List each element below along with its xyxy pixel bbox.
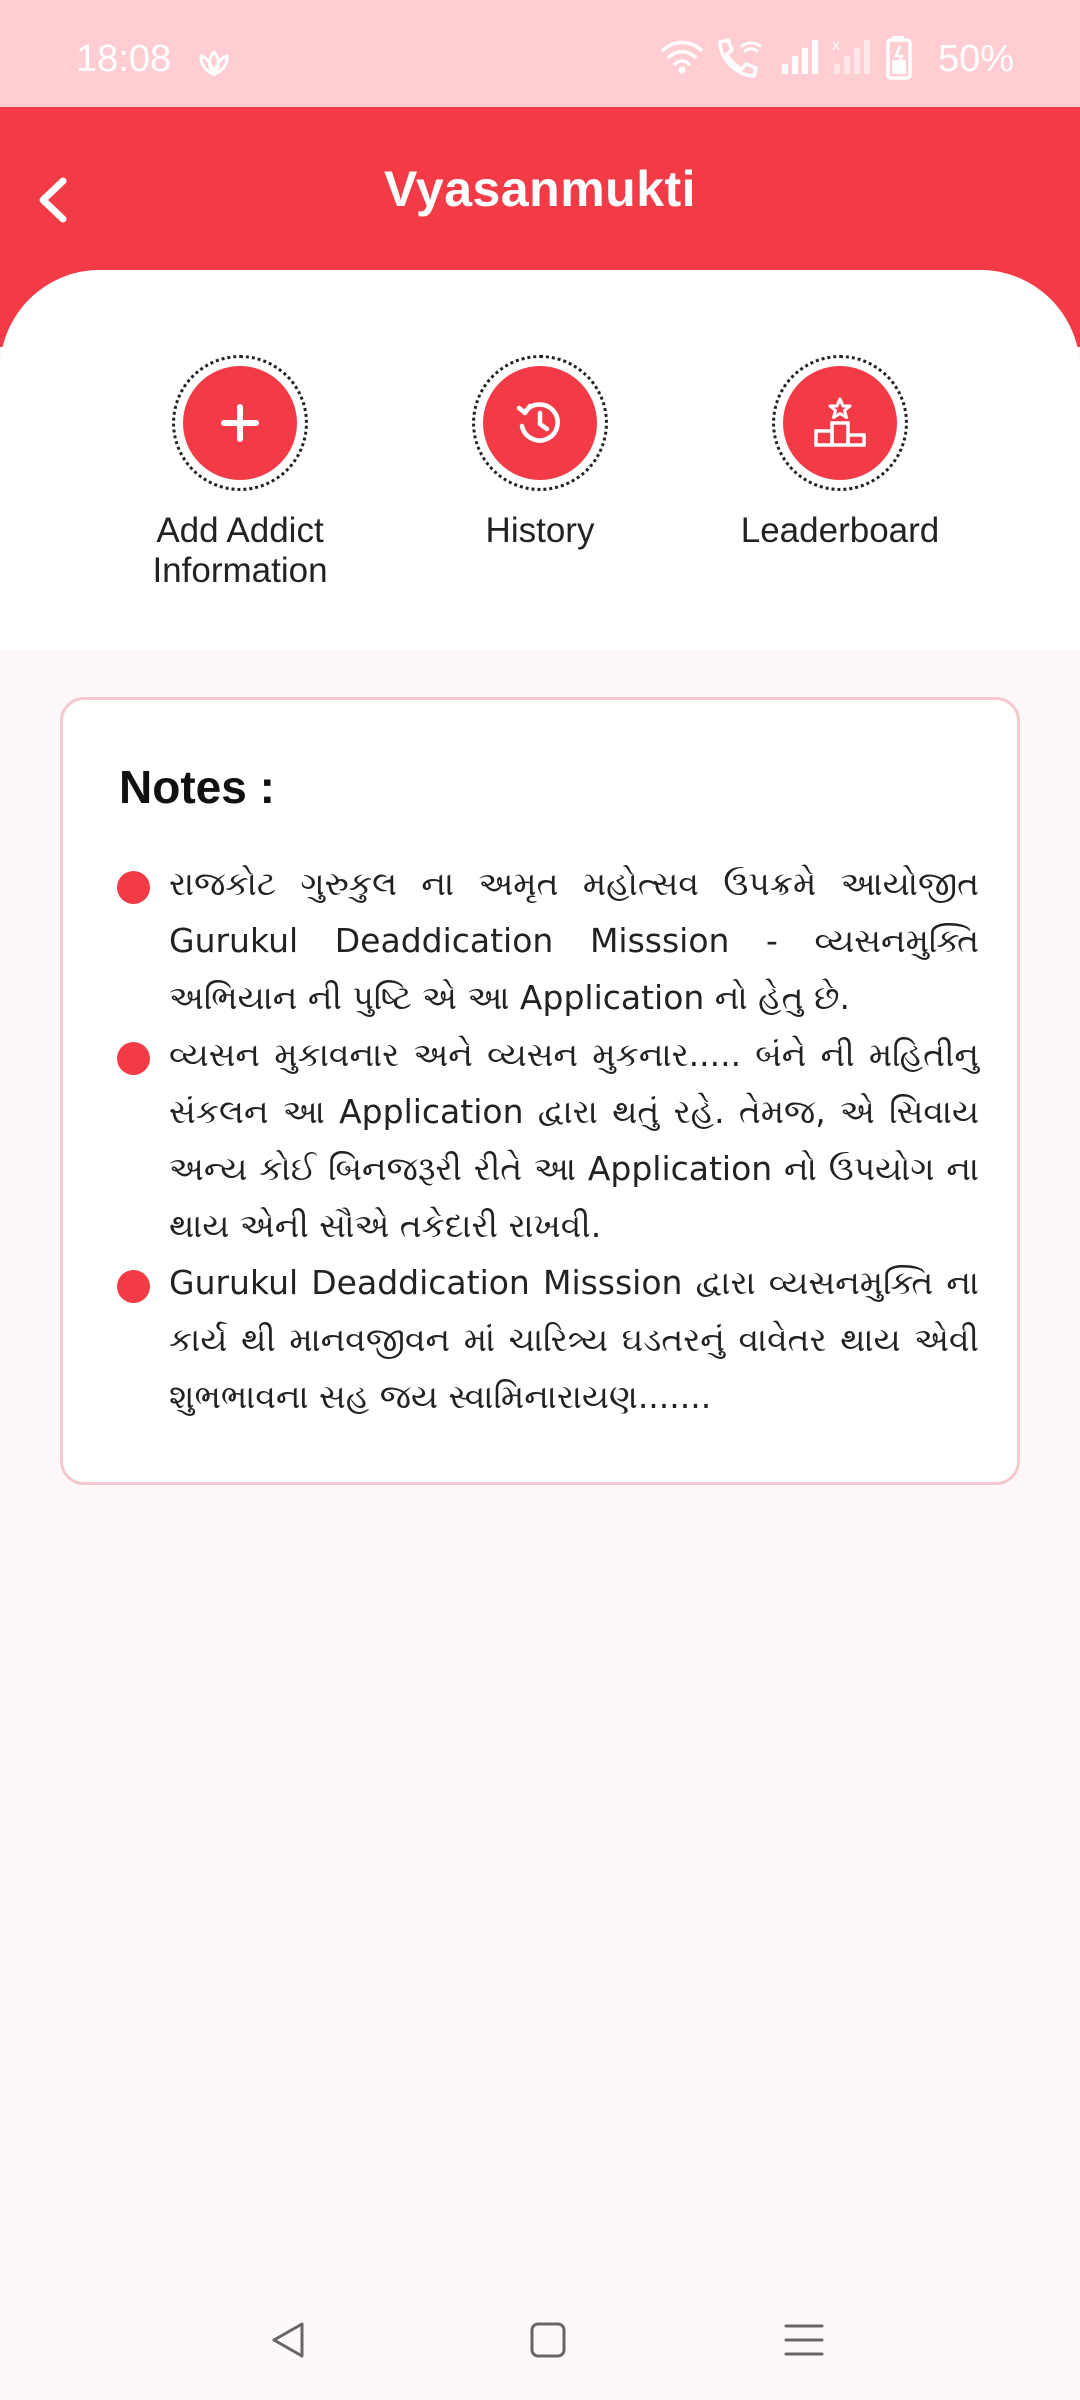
nav-home-button[interactable]	[508, 2300, 588, 2380]
note-item	[117, 855, 979, 1026]
status-bar	[0, 0, 1080, 107]
notes-list	[117, 855, 979, 1425]
signal-icon	[780, 36, 822, 76]
bullet-dot-icon	[117, 1042, 150, 1075]
notes-title: Notes :	[119, 761, 275, 813]
note-item	[117, 1254, 979, 1425]
back-triangle-icon	[266, 2318, 310, 2362]
battery-saver-icon	[886, 36, 914, 80]
svg-text:x: x	[832, 37, 840, 54]
wifi-call-icon	[714, 36, 764, 80]
battery-level: 50%	[937, 38, 1014, 80]
wifi-icon	[660, 36, 704, 76]
leaderboard-button[interactable]	[710, 355, 970, 551]
flower-icon	[196, 46, 232, 80]
signal-no-icon	[832, 36, 874, 76]
nav-recents-button[interactable]	[764, 2300, 844, 2380]
add-addict-button[interactable]	[110, 355, 370, 591]
status-icons	[660, 36, 1080, 86]
page-title: Vyasanmukti	[383, 161, 697, 217]
history-button[interactable]	[410, 355, 670, 551]
plus-icon	[218, 401, 262, 445]
notes-card	[60, 697, 1020, 1485]
note-text: વ્યસન મુકાવનાર અને વ્યસન મુકનાર..... બંને ની મહિતીનુ સંકલન આ Application દ્વારા થતું રહે. તેમજ, એ સિવાય અન્ય કોઈ બિનજરૂરી રીતે આ Application નો ઉપયોગ ના થાય એની સૌએ તકેદારી રાખવી.	[169, 1035, 979, 1245]
note-text: Gurukul Deaddication Misssion દ્વારા વ્યસનમુક્તિ ના કાર્ય થી માનવજીવન માં ચારિત્ર્ય ઘડતરનું વાવેતર થાય એવી શુભભાવના સહ જય સ્વામિનારાયણ.......	[169, 1263, 979, 1416]
nav-back-button[interactable]	[248, 2300, 328, 2380]
podium-icon	[812, 395, 868, 451]
history-label: History	[485, 511, 595, 550]
leaderboard-label: Leaderboard	[740, 511, 940, 550]
add-addict-label: Add Addict Information	[152, 511, 328, 590]
note-item	[117, 1026, 979, 1254]
history-icon	[513, 396, 567, 450]
status-time: 18:08	[76, 38, 172, 80]
bullet-dot-icon	[117, 1270, 150, 1303]
home-square-icon	[526, 2318, 570, 2362]
recents-menu-icon	[782, 2318, 826, 2362]
note-text: રાજકોટ ગુરુકુલ ના અમૃત મહોત્સવ ઉપક્રમે આયોજીત Gurukul Deaddication Misssion - વ્યસનમુક્તિ અભિયાન ની પુષ્ટિ એ આ Application નો હેતુ છે.	[169, 864, 979, 1017]
system-nav-bar	[0, 2270, 1080, 2400]
bullet-dot-icon	[117, 871, 150, 904]
